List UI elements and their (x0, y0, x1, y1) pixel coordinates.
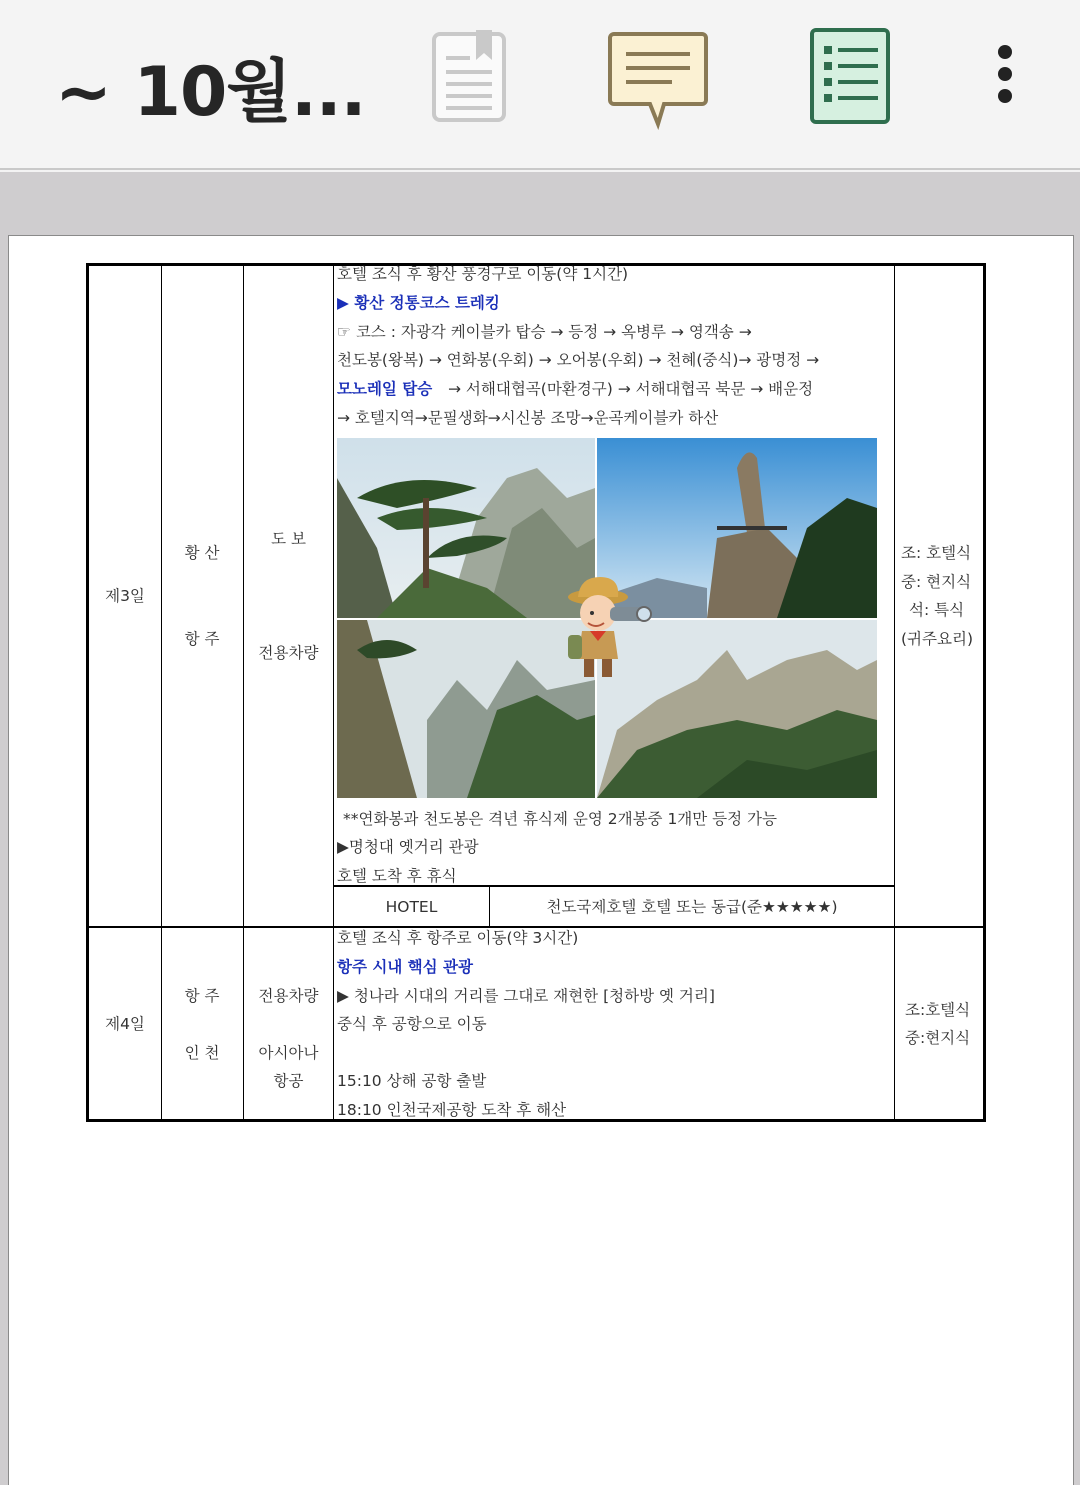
hotel-value: 천도국제호텔 호텔 또는 동급(준★★★★★) (546, 898, 838, 916)
day4-meal-breakfast: 조:호텔식 (905, 1001, 971, 1019)
day3-meal-breakfast: 조: 호텔식 (901, 544, 972, 562)
day3-city-2: 항 주 (184, 630, 220, 648)
day3-line-7: → 호텔지역→문필생화→시신봉 조망→운곡케이블카 하산 (337, 409, 719, 427)
day3-label: 제3일 (105, 587, 145, 605)
day4-line-4: 중식 후 공항으로 이동 (337, 1015, 487, 1033)
explorer-character-icon (560, 575, 652, 685)
day4-transport-3: 항공 (273, 1072, 304, 1090)
day4-departure: 15:10 상해 공항 출발 (337, 1072, 487, 1090)
day3-old-street: ▶명청대 옛거리 관광 (337, 838, 479, 856)
day4-sightseeing-heading: 항주 시내 핵심 관광 (337, 958, 473, 976)
day3-meal-dinner-note: (귀주요리) (901, 630, 973, 648)
table-border-right (983, 263, 986, 1122)
day4-line-3: ▶ 청나라 시대의 거리를 그대로 재현한 [청하방 옛 거리] (337, 987, 715, 1005)
day3-line-3: ☞ 코스 : 자광각 케이블카 탑승 → 등정 → 옥병루 → 영객송 → (337, 323, 752, 341)
day4-city-2: 인 천 (184, 1044, 220, 1062)
day3-trekking-heading: ▶ 황산 정통코스 트레킹 (337, 294, 500, 312)
day3-city-1: 황 산 (184, 544, 220, 562)
day3-line-1: 호텔 조식 후 황산 풍경구로 이동(약 1시간) (337, 265, 629, 283)
comment-icon[interactable] (608, 26, 708, 130)
day3-note-peaks: **연화봉과 천도봉은 격년 휴식제 운영 2개봉중 1개만 등정 가능 (343, 810, 777, 828)
day3-monorail: 모노레일 탑승 (337, 380, 433, 398)
day4-city-1: 항 주 (184, 987, 220, 1005)
table-border-left (86, 263, 89, 1122)
day4-transport-1: 전용차량 (258, 987, 319, 1005)
day4-label: 제4일 (105, 1015, 145, 1033)
day4-arrival: 18:10 인천국제공항 도착 후 해산 (337, 1101, 567, 1119)
day3-transport-2: 전용차량 (258, 644, 319, 662)
more-vertical-icon[interactable] (985, 26, 1025, 130)
day4-line-1: 호텔 조식 후 항주로 이동(약 3시간) (337, 929, 579, 947)
document-bookmark-icon[interactable] (420, 26, 520, 130)
document-title[interactable]: ~ 10월... (55, 53, 366, 132)
app-bar (0, 0, 1080, 170)
huangshan-pine-photo (337, 438, 595, 618)
table-col-line (894, 263, 895, 1122)
day3-line-4: 천도봉(왕복) → 연화봉(우회) → 오어봉(우회) → 천혜(중식)→ 광명정 → (337, 351, 820, 369)
day3-transport-1: 도 보 (271, 530, 306, 548)
day4-meal-lunch: 중:현지식 (905, 1029, 971, 1047)
day4-transport-2: 아시아나 (258, 1044, 319, 1062)
day3-line-6: → 서해대협곡(마환경구) → 서해대협곡 북문 → 배운정 (448, 380, 814, 398)
day3-meal-lunch: 중: 현지식 (901, 573, 972, 591)
table-col-line (333, 263, 334, 1122)
day3-meal-dinner: 석: 특식 (909, 601, 965, 619)
list-icon[interactable] (800, 26, 900, 130)
huangshan-valley-photo (337, 620, 595, 798)
day3-hotel-rest: 호텔 도착 후 휴식 (337, 867, 457, 885)
hotel-label: HOTEL (385, 898, 438, 916)
